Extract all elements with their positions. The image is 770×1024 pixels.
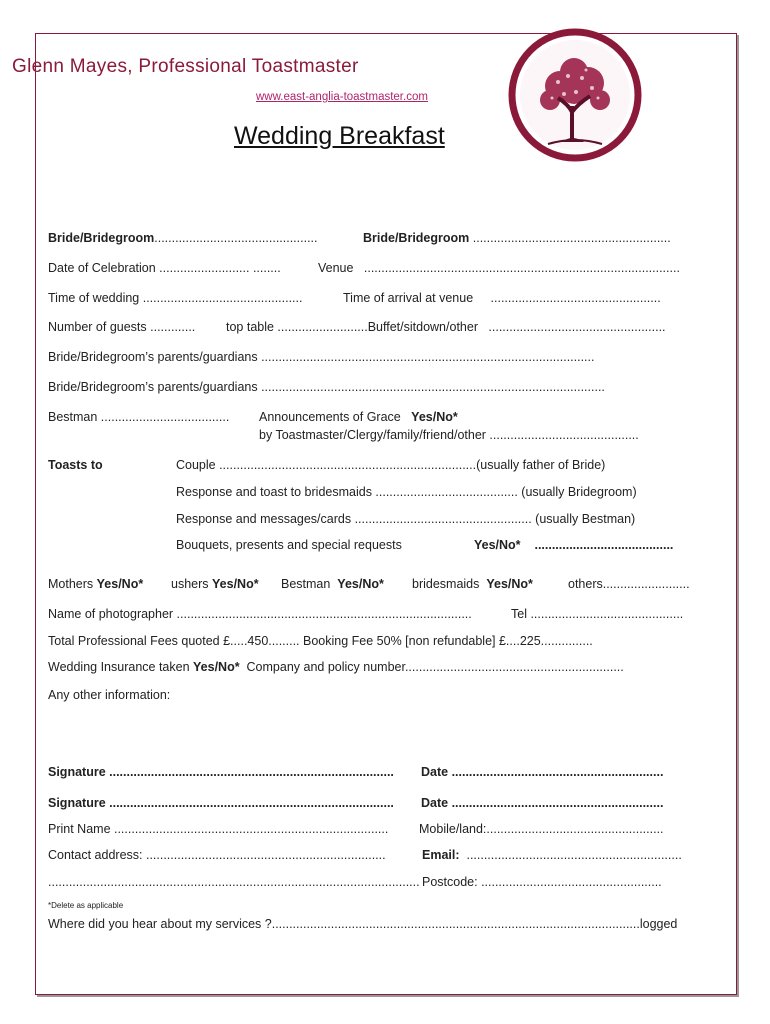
- venue-field[interactable]: Venue ...........................................................................................: [318, 261, 680, 275]
- date-field-1[interactable]: Date .............................................................: [421, 765, 664, 779]
- date-of-celebration-field[interactable]: Date of Celebration .......................... ........: [48, 261, 281, 275]
- toast-bouquets-field[interactable]: Bouquets, presents and special requests: [176, 538, 402, 552]
- announcements-of-grace[interactable]: Announcements of Grace Yes/No*: [259, 410, 458, 424]
- toasts-label: Toasts to: [48, 458, 103, 472]
- toast-bridesmaids-field[interactable]: Response and toast to bridesmaids ......................................... (usually Bridegroom): [176, 485, 637, 499]
- toastmaster-name: Glenn Mayes, Professional Toastmaster: [12, 56, 359, 77]
- postcode-field[interactable]: Postcode: ....................................................: [422, 875, 662, 889]
- mothers-field[interactable]: Mothers Yes/No*: [48, 577, 144, 591]
- toast-couple-field[interactable]: Couple ..........................................................................(usually father of Bride): [176, 458, 606, 472]
- photographer-tel-field[interactable]: Tel ............................................: [511, 607, 684, 621]
- bestman-field[interactable]: Bestman .....................................: [48, 410, 230, 424]
- form-title: Wedding Breakfast: [234, 122, 445, 150]
- time-of-wedding-field[interactable]: Time of wedding ..............................................: [48, 291, 303, 305]
- wedding-insurance-field[interactable]: Wedding Insurance taken Yes/No* Company and policy number...............................................................: [48, 660, 624, 674]
- other-information-field[interactable]: Any other information:: [48, 688, 171, 702]
- photographer-name-field[interactable]: Name of photographer .....................................................................................: [48, 607, 472, 621]
- footnote: *Delete as applicable: [48, 901, 124, 910]
- parents-guardians-field-1[interactable]: Bride/Bridegroom’s parents/guardians ................................................................................................: [48, 350, 595, 364]
- ushers-field[interactable]: ushers Yes/No*: [171, 577, 259, 591]
- announcements-by-field[interactable]: by Toastmaster/Clergy/family/friend/other ...........................................: [259, 428, 639, 442]
- parents-guardians-field-2[interactable]: Bride/Bridegroom’s parents/guardians ...................................................................................................: [48, 380, 605, 394]
- signature-field-1[interactable]: Signature ..................................................................................: [48, 765, 394, 779]
- email-field[interactable]: Email: ..............................................................: [422, 848, 682, 862]
- bride-groom-field-2[interactable]: Bride/Bridegroom .........................................................: [363, 231, 671, 245]
- date-field-2[interactable]: Date .............................................................: [421, 796, 664, 810]
- bridesmaids-field[interactable]: bridesmaids Yes/No*: [412, 577, 533, 591]
- number-of-guests-field[interactable]: Number of guests .............: [48, 320, 196, 334]
- signature-field-2[interactable]: Signature ..................................................................................: [48, 796, 394, 810]
- address-line-2-field[interactable]: ...........................................................................................................: [48, 875, 420, 889]
- table-type-field[interactable]: top table ..........................Buffet/sitdown/other ...................................................: [226, 320, 666, 334]
- time-of-arrival-field[interactable]: Time of arrival at venue .................................................: [343, 291, 661, 305]
- fees-line: Total Professional Fees quoted £.....450......... Booking Fee 50% [non refundable] £....225...............: [48, 634, 593, 648]
- referral-source-field[interactable]: Where did you hear about my services ?..........................................................................................................logged: [48, 917, 678, 931]
- bride-groom-field-1[interactable]: Bride/Bridegroom...............................................: [48, 231, 318, 245]
- toast-bouquets-yes-no[interactable]: Yes/No* ........................................: [474, 538, 674, 552]
- mobile-land-field[interactable]: Mobile/land:...................................................: [419, 822, 664, 836]
- bestman-yes-no-field[interactable]: Bestman Yes/No*: [281, 577, 384, 591]
- print-name-field[interactable]: Print Name ...............................................................................: [48, 822, 389, 836]
- contact-address-field[interactable]: Contact address: .....................................................................: [48, 848, 386, 862]
- others-field[interactable]: others.........................: [568, 577, 690, 591]
- website-link[interactable]: www.east-anglia-toastmaster.com: [256, 91, 428, 103]
- tree-logo-icon: [508, 28, 642, 162]
- toast-messages-field[interactable]: Response and messages/cards ................................................... (usually Bestman): [176, 512, 636, 526]
